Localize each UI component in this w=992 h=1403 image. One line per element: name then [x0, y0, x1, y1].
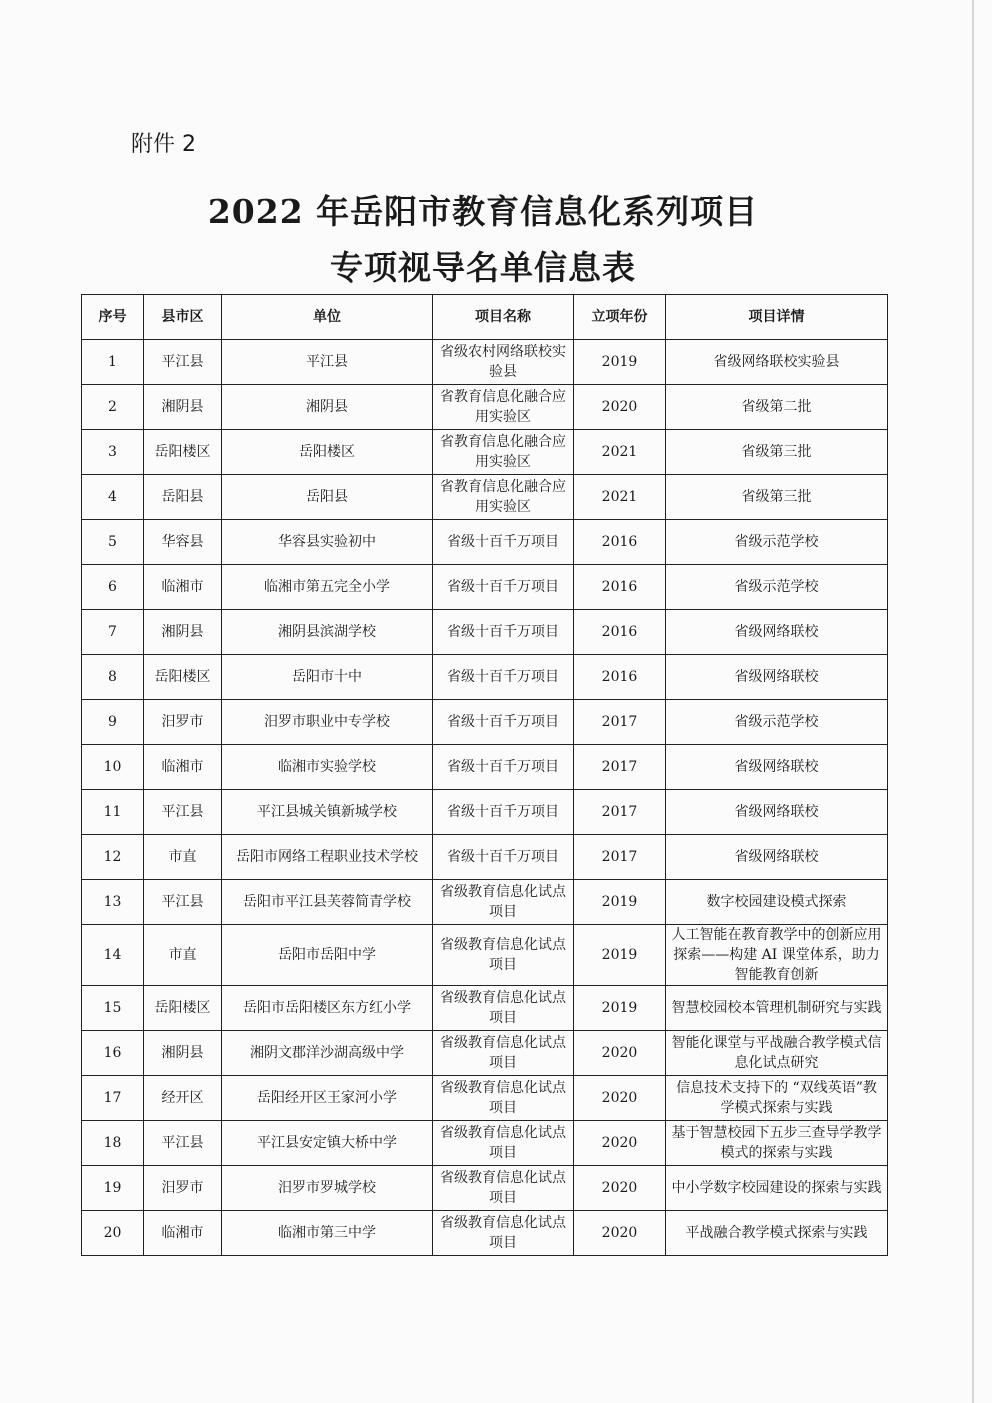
cell-project-detail: 数字校园建设模式探索: [666, 880, 888, 925]
cell-unit: 岳阳市网络工程职业技术学校: [222, 835, 433, 880]
document-title-line-2: 专项视导名单信息表: [330, 248, 636, 287]
table-row: [82, 340, 888, 385]
cell-year: 2016: [574, 655, 666, 700]
table-row: [82, 610, 888, 655]
cell-index: 4: [82, 475, 144, 520]
cell-project-detail: 平战融合教学模式探索与实践: [666, 1211, 888, 1256]
cell-district: 经开区: [144, 1076, 222, 1121]
cell-index: 12: [82, 835, 144, 880]
cell-index: 20: [82, 1211, 144, 1256]
cell-index: 3: [82, 430, 144, 475]
cell-project-name: 省级农村网络联校实验县: [433, 340, 574, 385]
cell-year: 2020: [574, 1031, 666, 1076]
cell-district: 市直: [144, 835, 222, 880]
cell-unit: 岳阳县: [222, 475, 433, 520]
cell-unit: 汨罗市罗城学校: [222, 1166, 433, 1211]
table-row: [82, 475, 888, 520]
cell-index: 9: [82, 700, 144, 745]
table-row: [82, 790, 888, 835]
cell-project-name: 省级十百千万项目: [433, 610, 574, 655]
cell-project-name: 省级十百千万项目: [433, 745, 574, 790]
cell-unit: 临湘市实验学校: [222, 745, 433, 790]
table-row: [82, 880, 888, 925]
table-row: [82, 1031, 888, 1076]
cell-project-detail: 省级示范学校: [666, 565, 888, 610]
cell-project-detail: 省级第二批: [666, 385, 888, 430]
cell-project-name: 省级教育信息化试点项目: [433, 986, 574, 1031]
cell-year: 2020: [574, 385, 666, 430]
table-row: [82, 745, 888, 790]
cell-project-name: 省级教育信息化试点项目: [433, 880, 574, 925]
header-project-name: 项目名称: [433, 295, 574, 340]
table-body: [82, 340, 888, 1256]
cell-project-detail: 省级网络联校: [666, 610, 888, 655]
cell-project-detail: 省级第三批: [666, 475, 888, 520]
cell-index: 14: [82, 925, 144, 986]
cell-index: 8: [82, 655, 144, 700]
cell-index: 16: [82, 1031, 144, 1076]
cell-unit: 汨罗市职业中专学校: [222, 700, 433, 745]
cell-district: 平江县: [144, 790, 222, 835]
cell-year: 2017: [574, 790, 666, 835]
cell-district: 湘阴县: [144, 1031, 222, 1076]
cell-project-detail: 基于智慧校园下五步三查导学教学模式的探索与实践: [666, 1121, 888, 1166]
cell-year: 2017: [574, 700, 666, 745]
cell-year: 2019: [574, 340, 666, 385]
cell-year: 2016: [574, 610, 666, 655]
cell-index: 18: [82, 1121, 144, 1166]
cell-unit: 岳阳市平江县芙蓉简青学校: [222, 880, 433, 925]
cell-project-detail: 省级网络联校: [666, 655, 888, 700]
cell-project-name: 省级教育信息化试点项目: [433, 1031, 574, 1076]
cell-project-detail: 智能化课堂与平战融合教学模式信息化试点研究: [666, 1031, 888, 1076]
table-row: [82, 835, 888, 880]
table-row: [82, 1211, 888, 1256]
cell-district: 湘阴县: [144, 610, 222, 655]
cell-project-name: 省教育信息化融合应用实验区: [433, 385, 574, 430]
cell-unit: 临湘市第五完全小学: [222, 565, 433, 610]
table-row: [82, 520, 888, 565]
cell-unit: 华容县实验初中: [222, 520, 433, 565]
cell-district: 平江县: [144, 340, 222, 385]
cell-unit: 岳阳市岳阳楼区东方红小学: [222, 986, 433, 1031]
cell-project-detail: 省级网络联校: [666, 745, 888, 790]
project-table: [81, 294, 888, 1256]
cell-year: 2019: [574, 925, 666, 986]
cell-project-detail: 省级示范学校: [666, 700, 888, 745]
cell-district: 岳阳楼区: [144, 986, 222, 1031]
cell-district: 临湘市: [144, 565, 222, 610]
table-row: [82, 655, 888, 700]
cell-project-name: 省教育信息化融合应用实验区: [433, 430, 574, 475]
cell-index: 13: [82, 880, 144, 925]
cell-unit: 平江县: [222, 340, 433, 385]
cell-index: 15: [82, 986, 144, 1031]
cell-unit: 湘阴县: [222, 385, 433, 430]
cell-district: 临湘市: [144, 745, 222, 790]
cell-project-name: 省级十百千万项目: [433, 655, 574, 700]
cell-year: 2021: [574, 430, 666, 475]
table-row: [82, 385, 888, 430]
cell-index: 5: [82, 520, 144, 565]
cell-district: 岳阳楼区: [144, 655, 222, 700]
cell-project-detail: 省级示范学校: [666, 520, 888, 565]
cell-project-name: 省级十百千万项目: [433, 520, 574, 565]
header-unit: 单位: [222, 295, 433, 340]
cell-year: 2020: [574, 1121, 666, 1166]
header-row: [82, 295, 888, 340]
cell-district: 汨罗市: [144, 700, 222, 745]
cell-unit: 岳阳市岳阳中学: [222, 925, 433, 986]
table-row: [82, 925, 888, 986]
cell-index: 19: [82, 1166, 144, 1211]
cell-project-name: 省级教育信息化试点项目: [433, 1121, 574, 1166]
cell-district: 岳阳县: [144, 475, 222, 520]
cell-project-detail: 智慧校园校本管理机制研究与实践: [666, 986, 888, 1031]
cell-unit: 岳阳经开区王家河小学: [222, 1076, 433, 1121]
cell-project-name: 省级教育信息化试点项目: [433, 1076, 574, 1121]
header-index: 序号: [82, 295, 144, 340]
cell-district: 汨罗市: [144, 1166, 222, 1211]
table-row: [82, 430, 888, 475]
cell-district: 华容县: [144, 520, 222, 565]
cell-project-detail: 省级网络联校: [666, 790, 888, 835]
cell-project-detail: 信息技术支持下的 “双线英语”教学模式探索与实践: [666, 1076, 888, 1121]
cell-district: 临湘市: [144, 1211, 222, 1256]
header-district: 县市区: [144, 295, 222, 340]
header-year: 立项年份: [574, 295, 666, 340]
cell-index: 17: [82, 1076, 144, 1121]
cell-unit: 临湘市第三中学: [222, 1211, 433, 1256]
cell-year: 2019: [574, 880, 666, 925]
cell-unit: 平江县城关镇新城学校: [222, 790, 433, 835]
table-row: [82, 1166, 888, 1211]
cell-index: 7: [82, 610, 144, 655]
cell-year: 2019: [574, 986, 666, 1031]
cell-project-name: 省级教育信息化试点项目: [433, 1166, 574, 1211]
table-row: [82, 986, 888, 1031]
scan-edge: [972, 0, 974, 1403]
cell-project-name: 省级教育信息化试点项目: [433, 1211, 574, 1256]
cell-year: 2020: [574, 1076, 666, 1121]
cell-unit: 岳阳楼区: [222, 430, 433, 475]
table-row: [82, 1121, 888, 1166]
cell-project-detail: 中小学数字校园建设的探索与实践: [666, 1166, 888, 1211]
cell-district: 湘阴县: [144, 385, 222, 430]
table-row: [82, 565, 888, 610]
cell-index: 2: [82, 385, 144, 430]
cell-project-detail: 人工智能在教育教学中的创新应用探索——构建 AI 课堂体系，助力智能教育创新: [666, 925, 888, 986]
table-row: [82, 700, 888, 745]
table-header: [82, 295, 888, 340]
cell-year: 2020: [574, 1211, 666, 1256]
cell-district: 岳阳楼区: [144, 430, 222, 475]
cell-year: 2016: [574, 520, 666, 565]
cell-index: 11: [82, 790, 144, 835]
cell-unit: 湘阴文郡洋沙湖高级中学: [222, 1031, 433, 1076]
cell-project-name: 省级十百千万项目: [433, 790, 574, 835]
cell-project-detail: 省级网络联校: [666, 835, 888, 880]
cell-unit: 岳阳市十中: [222, 655, 433, 700]
cell-project-name: 省级十百千万项目: [433, 835, 574, 880]
cell-district: 市直: [144, 925, 222, 986]
cell-unit: 湘阴县滨湖学校: [222, 610, 433, 655]
document-title-line-1: 2022 年岳阳市教育信息化系列项目: [207, 192, 759, 231]
cell-project-name: 省级教育信息化试点项目: [433, 925, 574, 986]
cell-project-name: 省级十百千万项目: [433, 700, 574, 745]
cell-year: 2017: [574, 835, 666, 880]
cell-index: 1: [82, 340, 144, 385]
table-row: [82, 1076, 888, 1121]
cell-project-detail: 省级第三批: [666, 430, 888, 475]
cell-project-name: 省级十百千万项目: [433, 565, 574, 610]
cell-unit: 平江县安定镇大桥中学: [222, 1121, 433, 1166]
cell-year: 2016: [574, 565, 666, 610]
header-project-detail: 项目详情: [666, 295, 888, 340]
cell-index: 10: [82, 745, 144, 790]
cell-year: 2020: [574, 1166, 666, 1211]
cell-district: 平江县: [144, 880, 222, 925]
cell-year: 2017: [574, 745, 666, 790]
cell-project-detail: 省级网络联校实验县: [666, 340, 888, 385]
cell-year: 2021: [574, 475, 666, 520]
cell-project-name: 省教育信息化融合应用实验区: [433, 475, 574, 520]
cell-district: 平江县: [144, 1121, 222, 1166]
attachment-label: 附件 2: [131, 132, 196, 157]
cell-index: 6: [82, 565, 144, 610]
